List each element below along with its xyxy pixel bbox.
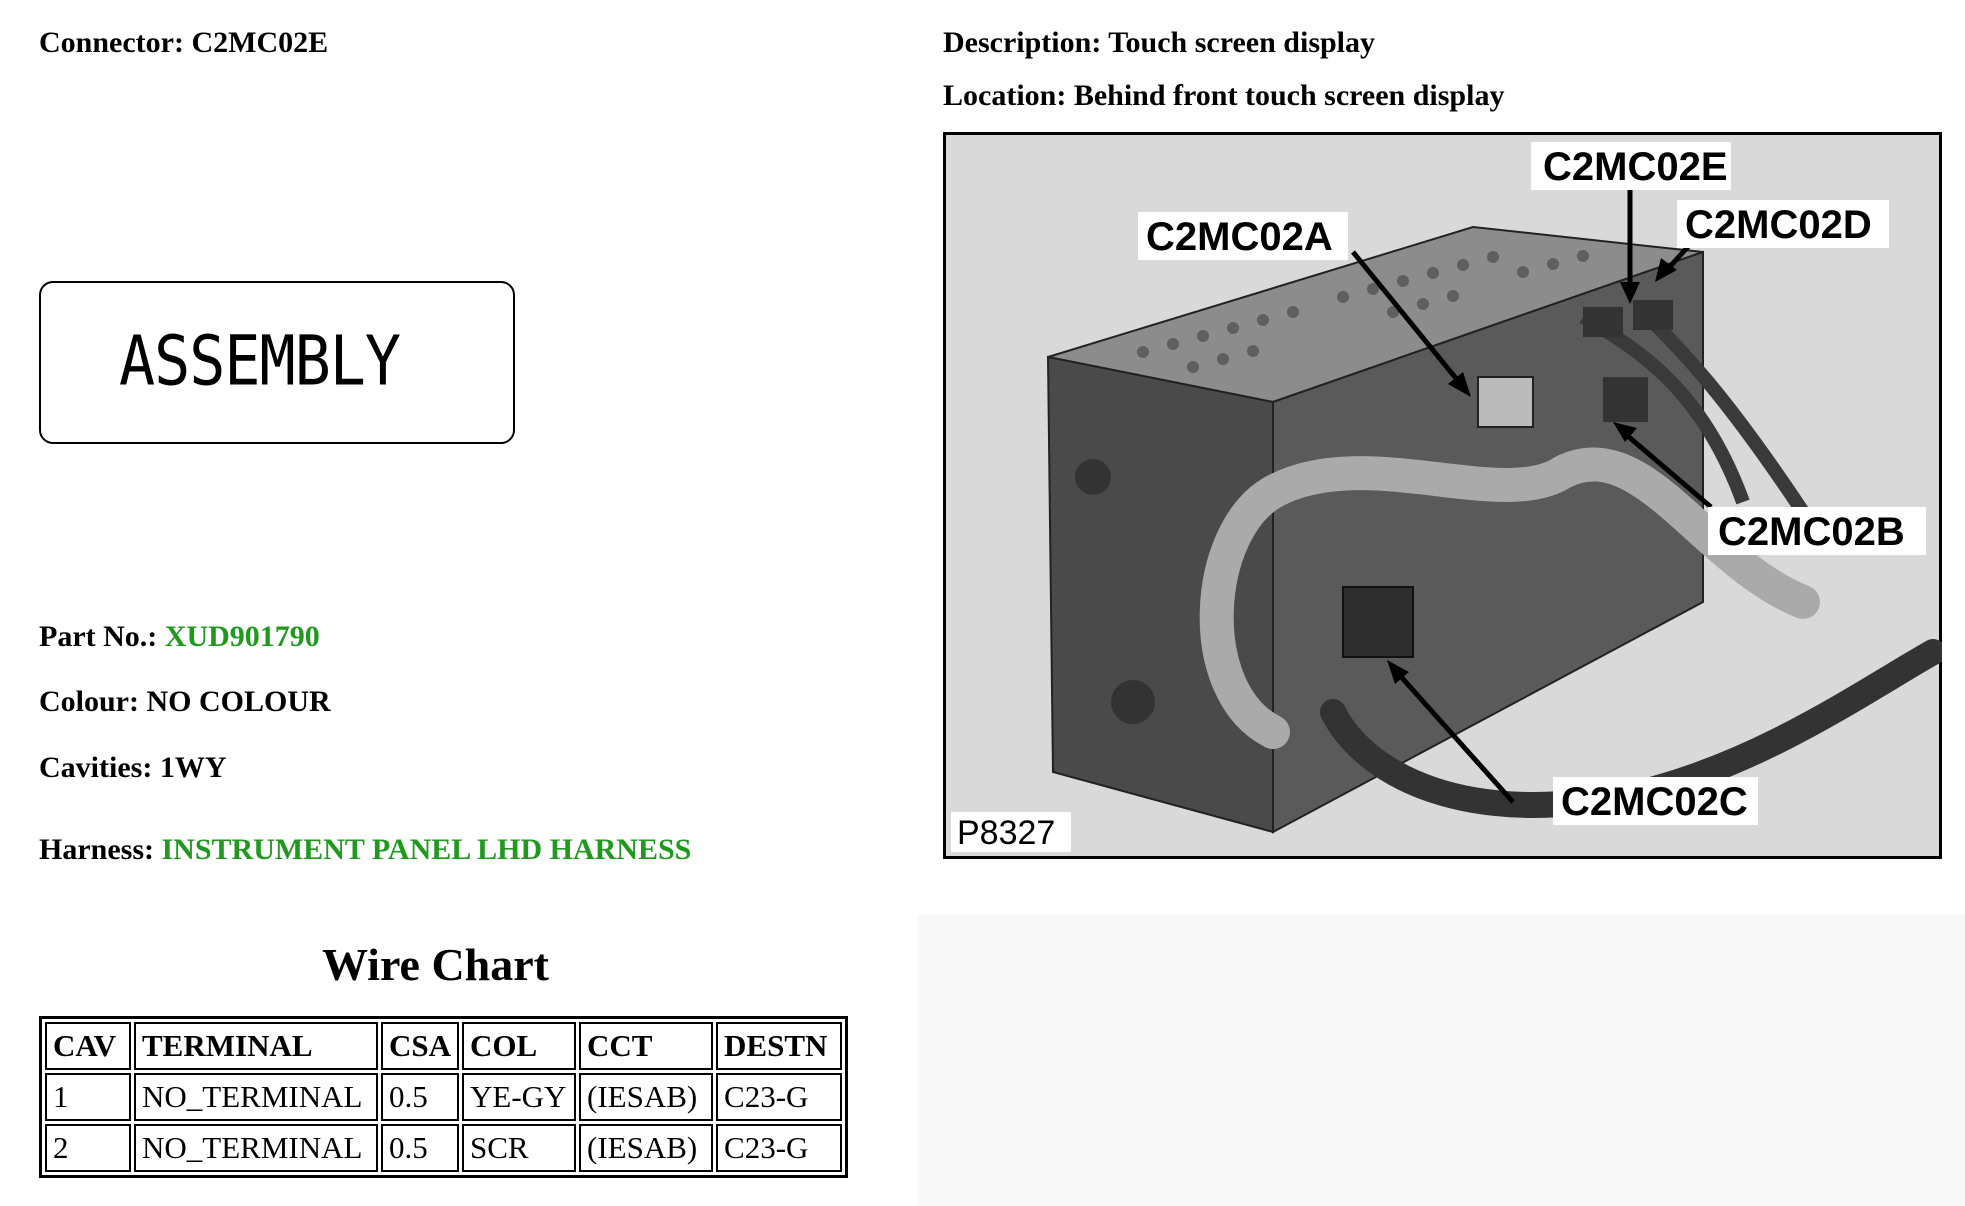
- callout-c2mc02a: C2MC02A: [1146, 215, 1333, 259]
- description-field: [943, 26, 1375, 60]
- cell-cct: (IESAB): [579, 1073, 713, 1121]
- cavities-label: Cavities:: [39, 751, 153, 784]
- wire-chart-table: [39, 1016, 848, 1178]
- connector-value: C2MC02E: [191, 26, 329, 59]
- col-header-cav: CAV: [45, 1022, 131, 1070]
- table-row: [45, 1124, 842, 1172]
- part-no-field: [39, 620, 320, 654]
- cell-destn: C23-G: [716, 1124, 842, 1172]
- assembly-label-box: [39, 281, 515, 444]
- colour-field: [39, 685, 331, 719]
- table-header-row: [45, 1022, 842, 1070]
- empty-panel: [918, 915, 1965, 1206]
- description-label: Description:: [943, 26, 1102, 59]
- cell-csa: 0.5: [381, 1124, 459, 1172]
- colour-label: Colour:: [39, 685, 139, 718]
- connector-label: Connector:: [39, 26, 184, 59]
- location-field: [943, 79, 1504, 113]
- cell-col: YE-GY: [462, 1073, 576, 1121]
- cell-cav: 1: [45, 1073, 131, 1121]
- col-header-col: COL: [462, 1022, 576, 1070]
- cell-csa: 0.5: [381, 1073, 459, 1121]
- cell-col: SCR: [462, 1124, 576, 1172]
- part-no-label: Part No.:: [39, 620, 158, 653]
- cell-destn: C23-G: [716, 1073, 842, 1121]
- cell-terminal: NO_TERMINAL: [134, 1073, 378, 1121]
- callout-c2mc02b: C2MC02B: [1718, 510, 1905, 554]
- figure-id: P8327: [957, 814, 1056, 852]
- harness-link[interactable]: INSTRUMENT PANEL LHD HARNESS: [161, 833, 692, 866]
- harness-field: [39, 833, 691, 867]
- cavities-field: [39, 751, 226, 785]
- cell-terminal: NO_TERMINAL: [134, 1124, 378, 1172]
- connector-field: [39, 26, 328, 60]
- col-header-csa: CSA: [381, 1022, 459, 1070]
- col-header-terminal: TERMINAL: [134, 1022, 378, 1070]
- col-header-cct: CCT: [579, 1022, 713, 1070]
- wire-chart-title: Wire Chart: [322, 939, 549, 990]
- colour-value: NO COLOUR: [146, 685, 331, 718]
- location-value: Behind front touch screen display: [1073, 79, 1505, 112]
- cell-cct: (IESAB): [579, 1124, 713, 1172]
- callout-c2mc02e: C2MC02E: [1543, 145, 1728, 189]
- col-header-destn: DESTN: [716, 1022, 842, 1070]
- part-no-link[interactable]: XUD901790: [164, 620, 320, 653]
- assembly-text: ASSEMBLY: [119, 321, 400, 402]
- cavities-value: 1WY: [159, 751, 227, 784]
- table-row: [45, 1073, 842, 1121]
- connector-location-figure: [943, 132, 1942, 859]
- location-label: Location:: [943, 79, 1067, 112]
- callout-c2mc02c: C2MC02C: [1561, 780, 1748, 824]
- description-value: Touch screen display: [1108, 26, 1376, 59]
- cell-cav: 2: [45, 1124, 131, 1172]
- harness-label: Harness:: [39, 833, 154, 866]
- callout-c2mc02d: C2MC02D: [1685, 203, 1872, 247]
